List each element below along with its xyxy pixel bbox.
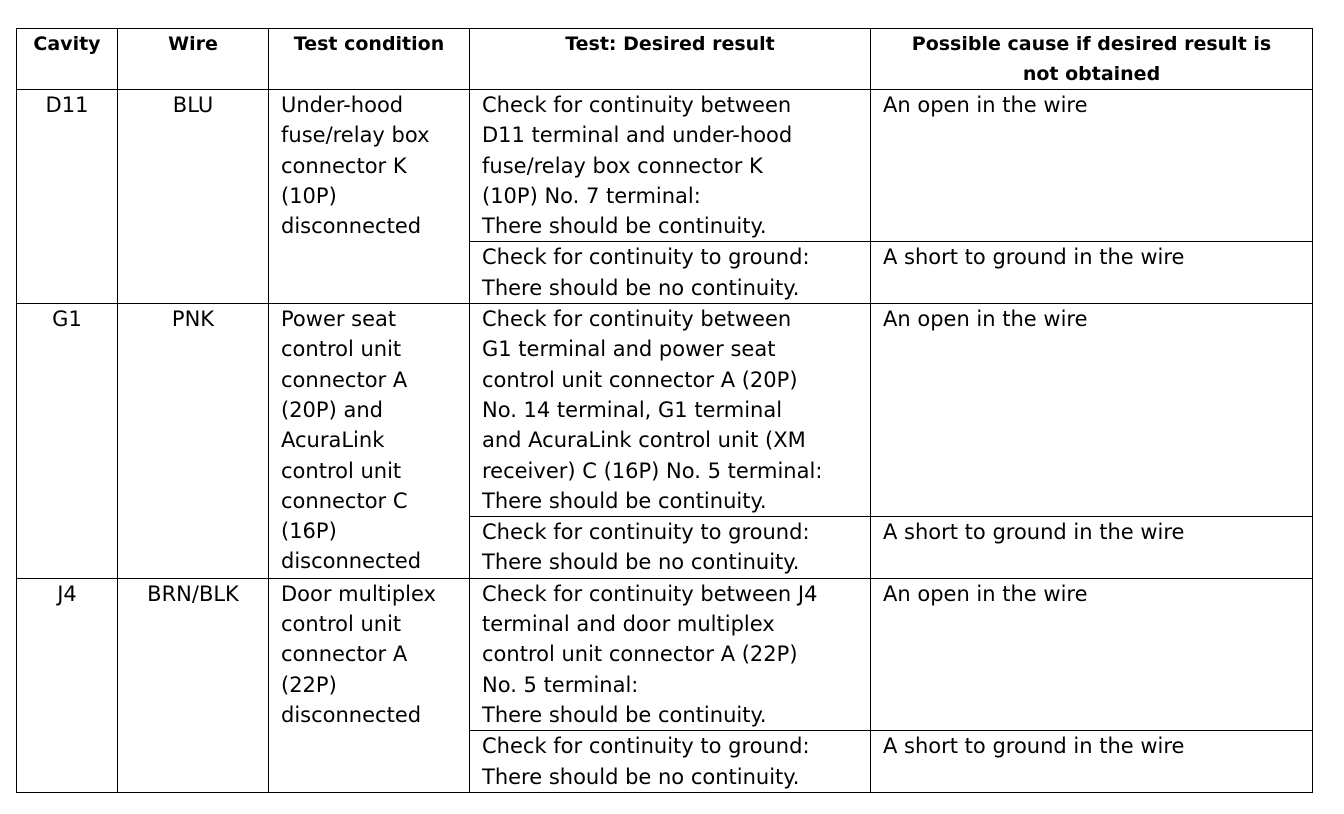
test-line: Check for continuity between J4 xyxy=(482,581,818,606)
test-cell xyxy=(470,731,871,793)
cause-cell: An open in the wire xyxy=(871,578,1313,730)
test-line: There should be no continuity. xyxy=(482,550,800,575)
condition-line: (10P) xyxy=(281,183,337,208)
wire-cell: BLU xyxy=(118,90,269,304)
wire-cell: PNK xyxy=(118,304,269,579)
header-test-condition: Test condition xyxy=(269,29,470,90)
header-wire: Wire xyxy=(118,29,269,90)
condition-cell xyxy=(269,90,470,304)
table-row xyxy=(17,578,1313,730)
condition-line: connector C xyxy=(281,488,408,513)
test-line: control unit connector A (20P) xyxy=(482,367,798,392)
test-line: There should be no continuity. xyxy=(482,275,800,300)
test-line: Check for continuity between xyxy=(482,307,792,332)
header-cavity: Cavity xyxy=(17,29,118,90)
test-line: No. 5 terminal: xyxy=(482,672,639,697)
condition-line: Under-hood xyxy=(281,93,404,117)
test-line: fuse/relay box connector K xyxy=(482,153,763,178)
test-line: Check for continuity between xyxy=(482,93,792,117)
test-line: control unit connector A (22P) xyxy=(482,642,798,667)
cause-cell: An open in the wire xyxy=(871,304,1313,517)
condition-line: (16P) xyxy=(281,519,337,544)
header-possible-cause xyxy=(871,29,1313,90)
wire-cell: BRN/BLK xyxy=(118,578,269,792)
condition-line: Power seat xyxy=(281,307,397,332)
cause-cell: A short to ground in the wire xyxy=(871,242,1313,304)
condition-cell xyxy=(269,578,470,792)
test-line: Check for continuity to ground: xyxy=(482,245,810,270)
condition-line: connector K xyxy=(281,153,407,178)
cavity-cell: J4 xyxy=(17,578,118,792)
condition-line: disconnected xyxy=(281,214,422,239)
cause-cell: A short to ground in the wire xyxy=(871,517,1313,579)
condition-line: AcuraLink xyxy=(281,428,385,453)
test-line: There should be continuity. xyxy=(482,214,767,239)
condition-line: Door multiplex xyxy=(281,581,436,606)
test-line: No. 14 terminal, G1 terminal xyxy=(482,397,783,422)
header-row xyxy=(17,29,1313,90)
condition-line: control unit xyxy=(281,458,402,483)
condition-line: (22P) xyxy=(281,672,337,697)
test-line: There should be continuity. xyxy=(482,488,767,513)
test-line: and AcuraLink control unit (XM xyxy=(482,428,806,453)
condition-line: disconnected xyxy=(281,549,422,574)
cause-cell: A short to ground in the wire xyxy=(871,731,1313,793)
test-line: There should be no continuity. xyxy=(482,764,800,789)
condition-line: disconnected xyxy=(281,702,422,727)
test-cell xyxy=(470,242,871,304)
test-line: Check for continuity to ground: xyxy=(482,520,810,545)
test-line: receiver) C (16P) No. 5 terminal: xyxy=(482,458,823,483)
header-test-result: Test: Desired result xyxy=(470,29,871,90)
test-line: There should be continuity. xyxy=(482,702,767,727)
condition-line: (20P) and xyxy=(281,397,383,422)
test-cell xyxy=(470,304,871,517)
cavity-cell: G1 xyxy=(17,304,118,579)
condition-line: connector A xyxy=(281,367,408,392)
test-cell xyxy=(470,578,871,730)
condition-cell xyxy=(269,304,470,579)
test-line: Check for continuity to ground: xyxy=(482,734,810,759)
header-possible-cause-line2: not obtained xyxy=(1022,63,1161,85)
condition-line: fuse/relay box xyxy=(281,123,430,148)
test-cell xyxy=(470,90,871,242)
test-line: D11 terminal and under-hood xyxy=(482,123,793,148)
test-cell xyxy=(470,517,871,579)
table-row xyxy=(17,304,1313,517)
condition-line: control unit xyxy=(281,612,402,637)
table-row xyxy=(17,90,1313,242)
cavity-cell: D11 xyxy=(17,90,118,304)
condition-line: connector A xyxy=(281,642,408,667)
condition-line: control unit xyxy=(281,337,402,362)
cause-cell: An open in the wire xyxy=(871,90,1313,242)
test-line: (10P) No. 7 terminal: xyxy=(482,183,701,208)
header-possible-cause-line1: Possible cause if desired result is xyxy=(911,33,1272,55)
test-line: terminal and door multiplex xyxy=(482,612,775,637)
test-line: G1 terminal and power seat xyxy=(482,337,776,362)
troubleshooting-table xyxy=(16,28,1313,793)
